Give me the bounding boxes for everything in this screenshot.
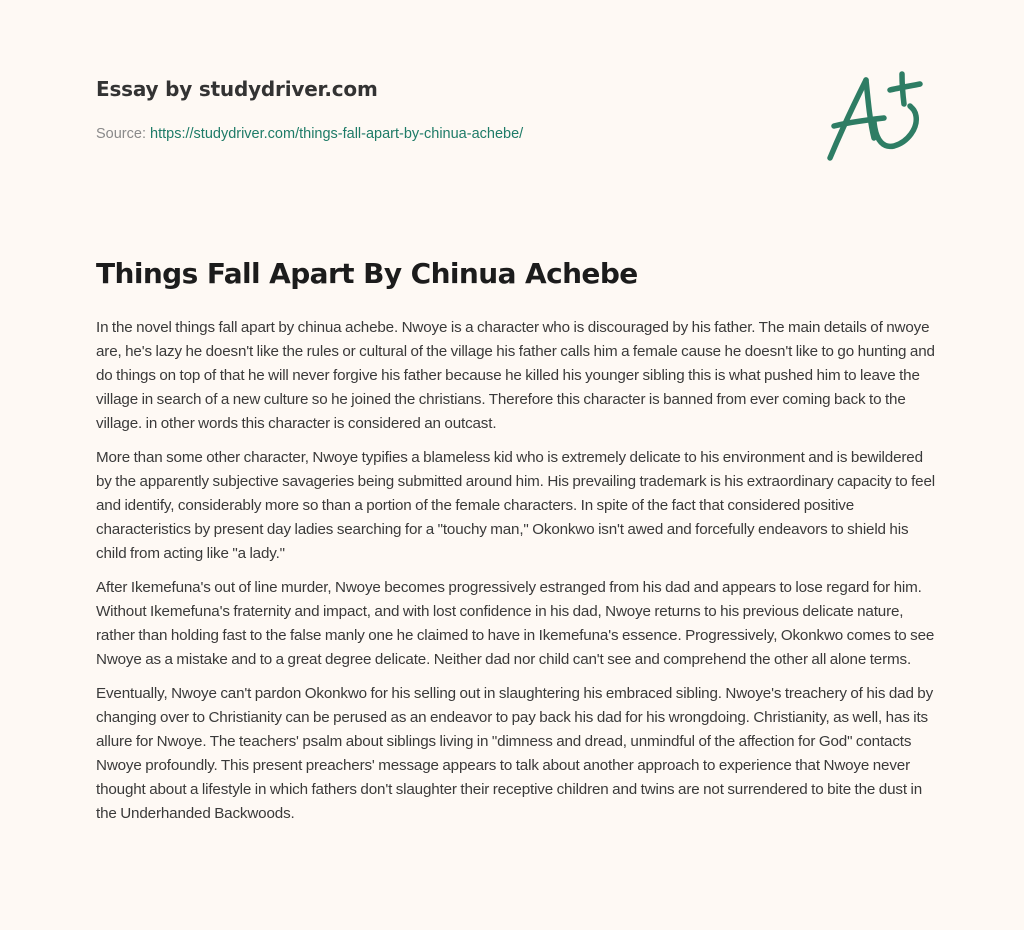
essay-paragraph: In the novel things fall apart by chinua achebe. Nwoye is a character who is discouraged by his father. The main details of nwoye are, he's lazy he doesn't like the rules or cultural of the village his father calls him a female cause he doesn't like to go hunting and do things on top of that he will never forgive his father because he killed his younger sibling this is what pushed him to leave the village in search of a new culture so he joined the christians. Therefore this character is banned from ever coming back to the village. in other words this character is considered an outcast. [96, 319, 935, 432]
essay-paragraph: More than some other character, Nwoye typifies a blameless kid who is extremely delicate to his environment and is bewildered by the apparently subjective savageries being submitted around him. His prevailing trademark is his extraordinary capacity to feel and identify, considerably more so than a portion of the female characters. In spite of the fact that considered positive characteristics by present day ladies searching for a "touchy man," Okonkwo isn't awed and forcefully endeavors to shield his child from acting like "a lady." [96, 449, 935, 562]
page-title: Things Fall Apart By Chinua Achebe [96, 257, 638, 290]
source-label: Source: [96, 126, 146, 142]
site-title: Essay by studydriver.com [96, 77, 378, 101]
source-link[interactable]: https://studydriver.com/things-fall-apart-by-chinua-achebe/ [150, 126, 524, 142]
essay-body [96, 316, 936, 836]
essay-paragraph: After Ikemefuna's out of line murder, Nwoye becomes progressively estranged from his dad and appears to lose regard for him. Without Ikemefuna's fraternity and impact, and with lost confidence in his dad, Nwoye returns to his previous delicate nature, rather than holding fast to the false manly one he claimed to have in Ikemefuna's essence. Progressively, Okonkwo comes to see Nwoye as a mistake and to a great degree delicate. Neither dad nor child can't see and comprehend the other all alone terms. [96, 579, 935, 668]
essay-paragraph: Eventually, Nwoye can't pardon Okonkwo for his selling out in slaughtering his embraced sibling. Nwoye's treachery of his dad by changing over to Christianity can be perused as an endeavor to pay back his dad for his wrongdoing. Christianity, as well, has its allure for Nwoye. The teachers' psalm about siblings living in "dimness and dread, unmindful of the affection for God" contacts Nwoye profoundly. This present preachers' message appears to talk about another approach to experience that Nwoye never thought about a lifestyle in which fathers don't slaughter their receptive children and twins are not surrendered to bite the dust in the Underhanded Backwoods. [96, 685, 934, 822]
source-line [96, 124, 523, 144]
page-header [96, 74, 928, 142]
a-plus-grade-icon [822, 66, 932, 166]
